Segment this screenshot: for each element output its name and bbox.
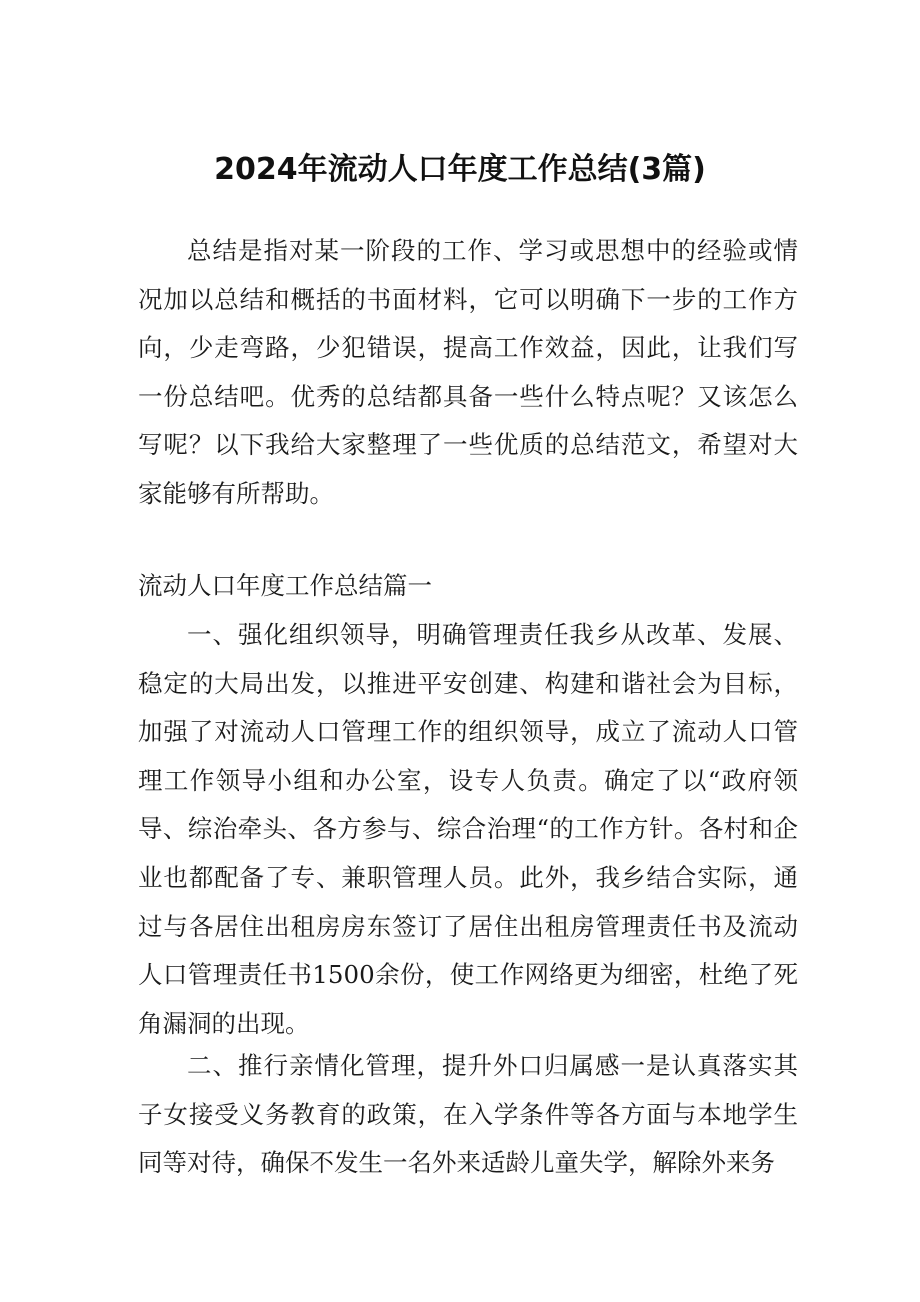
section-heading: 流动人口年度工作总结篇一 — [138, 571, 432, 600]
document-title: 2024年流动人口年度工作总结(3篇) — [214, 152, 706, 187]
paragraph-2: 二、推行亲情化管理，提升外口归属感一是认真落实其子女接受义务教育的政策，在入学条件等各方面与本地学生同等对待，确保不发生一名外来适龄儿童失学，解除外来务 — [138, 1051, 798, 1178]
intro-paragraph: 总结是指对某一阶段的工作、学习或思想中的经验或情况加以总结和概括的书面材料，它可以明确下一步的工作方向，少走弯路，少犯错误，提高工作效益，因此，让我们写一份总结吧。优秀的总结都具备一些什么特点呢？又该怎么写呢？以下我给大家整理了一些优质的总结范文，希望对大家能够有所帮助。 — [138, 236, 798, 508]
paragraph-1: 一、强化组织领导，明确管理责任我乡从改革、发展、稳定的大局出发，以推进平安创建、构建和谐社会为目标，加强了对流动人口管理工作的组织领导，成立了流动人口管理工作领导小组和办公室，设专人负责。确定了以“政府领导、综治牵头、各方参与、综合治理“的工作方针。各村和企业也都配备了专、兼职管理人员。此外，我乡结合实际，通过与各居住出租房房东签订了居住出租房管理责任书及流动人口管理责任书1500余份，使工作网络更为细密，杜绝了死角漏洞的出现。 — [138, 620, 798, 1038]
